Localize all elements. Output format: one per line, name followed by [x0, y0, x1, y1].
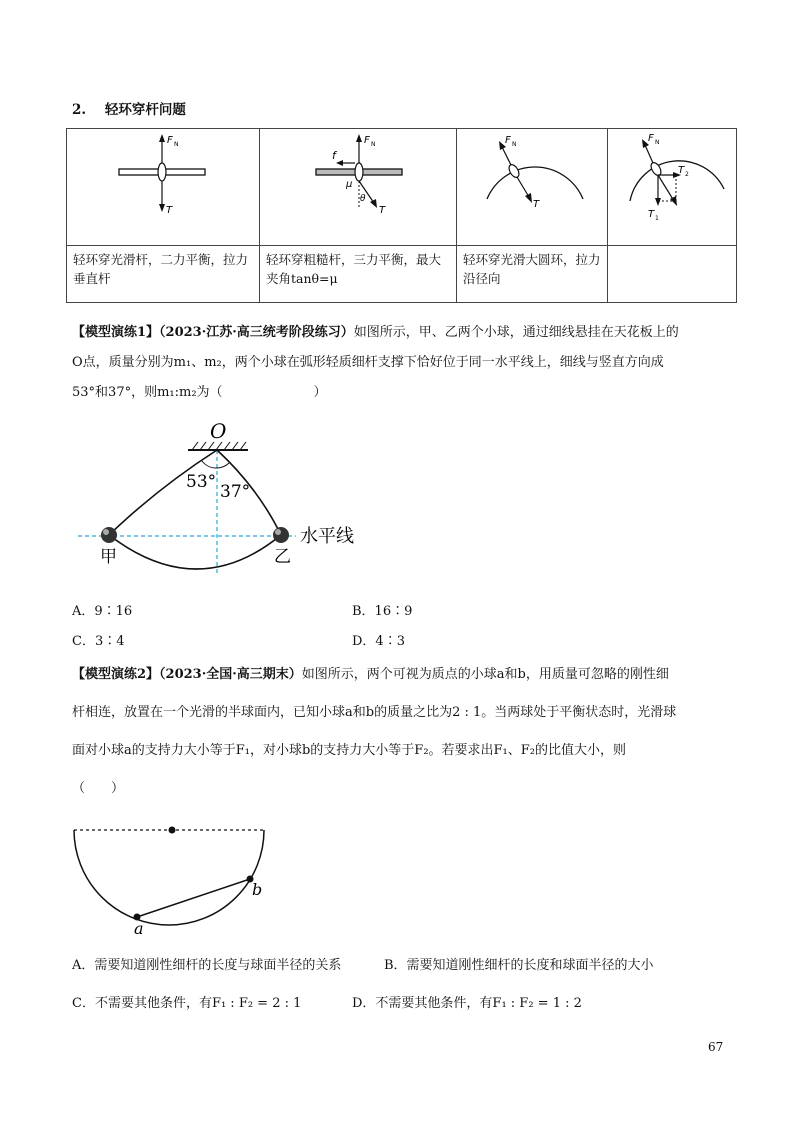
table-figure-cell-1: [67, 129, 260, 246]
q2-line4: （ ）: [72, 781, 125, 796]
table-cell-4: [608, 246, 737, 303]
q2-option-a[interactable]: A．需要知道刚性细杆的长度与球面半径的关系: [72, 958, 342, 973]
table-cell-1: 轻环穿光滑杆，二力平衡，拉力垂直杆: [67, 246, 260, 303]
table-figure-cell-2: [260, 129, 457, 246]
q1-option-c[interactable]: C．3∶4: [72, 634, 125, 649]
q1-line3: 53°和37°，则m₁:m₂为（ ）: [72, 385, 327, 400]
q1-horizontal-label: 水平线: [300, 526, 354, 547]
fn-label-3: F: [505, 135, 511, 146]
table-figure-cell-4: [608, 129, 737, 246]
table-cell-2: 轻环穿粗糙杆，三力平衡，最大夹角tanθ=μ: [260, 246, 457, 303]
q1-option-b[interactable]: B．16∶9: [352, 604, 413, 619]
t2-sub: 2: [685, 171, 689, 178]
q2-b-label: b: [252, 880, 263, 899]
q1-figure: [78, 418, 498, 593]
theta-label: θ: [360, 194, 366, 204]
models-table: [66, 128, 737, 303]
t2-label: T: [678, 165, 685, 176]
t1-label: T: [648, 209, 655, 220]
t-label: T: [166, 205, 173, 216]
q1-source: （2023·江苏·高三统考阶段练习）: [159, 325, 354, 340]
table-figure-cell-3: [457, 129, 608, 246]
q1-yi-label: 乙: [274, 547, 291, 567]
t1-sub: 1: [655, 215, 659, 222]
mu-label: μ: [346, 179, 353, 190]
q2-figure: [68, 820, 278, 940]
q1-option-a[interactable]: A．9∶16: [72, 604, 133, 619]
q2-text: [72, 656, 732, 808]
q1-o-label: O: [210, 419, 227, 443]
fn-sub-2: N: [371, 141, 376, 148]
fn-label-2: F: [364, 135, 370, 146]
q2-line2: 杆相连，放置在一个光滑的半球面内，已知小球a和b的质量之比为2 : 1。当两球处于平衡状态时，光滑球: [72, 705, 677, 720]
t-label-2: T: [379, 205, 386, 216]
q1-line1: 如图所示，甲、乙两个小球，通过细线悬挂在天花板上的: [353, 325, 679, 340]
smooth-ring-figure: [457, 129, 607, 241]
q2-source: （2023·全国·高三期末）: [159, 667, 302, 682]
rough-rod-figure: [260, 129, 456, 241]
q2-option-d[interactable]: D．不需要其他条件，有F₁ : F₂ = 1 : 2: [352, 996, 582, 1011]
q2-line1: 如图所示，两个可视为质点的小球a和b，用质量可忽略的刚性细: [301, 667, 669, 682]
section-title: [72, 98, 186, 118]
q1-jia-label: 甲: [100, 547, 117, 567]
q2-tag: 【模型演练2】: [72, 667, 160, 682]
section-heading: 轻环穿杆问题: [104, 102, 186, 118]
t-label-3: T: [533, 199, 540, 210]
q2-option-c[interactable]: C．不需要其他条件，有F₁ : F₂ = 2 : 1: [72, 996, 302, 1011]
fn-sub-4: N: [655, 139, 660, 146]
smooth-rod-figure: [67, 129, 259, 241]
q2-line3: 面对小球a的支持力大小等于F₁，对小球b的支持力大小等于F₂。若要求出F₁、F₂的比值大小，则: [72, 743, 626, 758]
q1-angle1: 53°: [186, 472, 217, 492]
table-cell-3: 轻环穿光滑大圆环，拉力沿径向: [457, 246, 608, 303]
fn-label: F: [167, 135, 173, 146]
q1-tag: 【模型演练1】: [72, 325, 160, 340]
q1-line2: O点，质量分别为m₁、m₂，两个小球在弧形轻质细杆支撑下恰好位于同一水平线上，细线与竖直方向成: [72, 355, 664, 370]
q2-option-b[interactable]: B．需要知道刚性细杆的长度和球面半径的大小: [384, 958, 654, 973]
page-number: 67: [708, 1040, 724, 1054]
q2-a-label: a: [134, 919, 144, 938]
fn-sub: N: [174, 141, 179, 148]
q1-angle2: 37°: [220, 482, 251, 502]
q1-option-d[interactable]: D．4∶3: [352, 634, 405, 649]
q1-text: [72, 318, 732, 408]
ring-decomposition-figure: [608, 129, 736, 241]
f-label: f: [332, 149, 336, 162]
fn-sub-3: N: [512, 141, 517, 148]
fn-label-4: F: [648, 133, 654, 144]
section-number: 2.: [72, 102, 87, 118]
